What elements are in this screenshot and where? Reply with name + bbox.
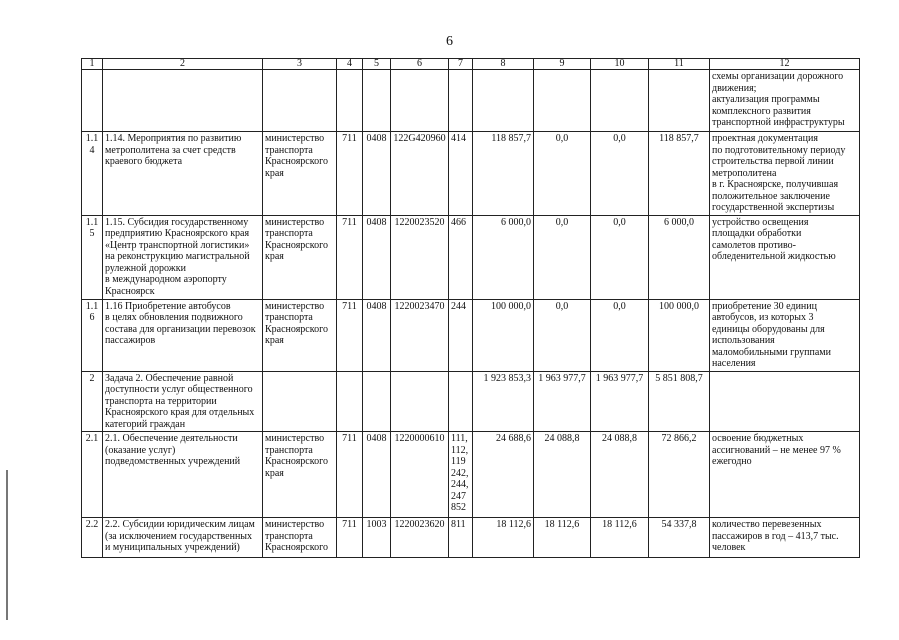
header-cell: 7 — [449, 59, 473, 70]
activity-name-cell-line: Красноярск — [105, 285, 155, 297]
header-cell: 6 — [391, 59, 449, 70]
activity-name-cell-line: предприятию Красноярского края — [105, 228, 250, 239]
row-number-cell: 1.16 — [82, 299, 103, 371]
target-article-cell: 1220023620 — [391, 518, 449, 558]
section-code-cell — [363, 70, 391, 132]
target-article-cell — [391, 70, 449, 132]
amount-cell-11: 5 851 808,7 — [649, 371, 710, 432]
activity-name-cell-line: 2.1. Обеспечение деятельности — [105, 433, 238, 444]
expected-result-cell-line: ассигнований – не менее 97 % — [712, 444, 841, 456]
expense-type-cell-line: 242, — [451, 467, 469, 479]
expected-result-cell-line: строительства первой линии — [712, 156, 834, 167]
expected-result-cell-line: проектная документация — [712, 133, 818, 144]
header-cell: 10 — [591, 59, 649, 70]
expected-result-cell — [710, 215, 860, 299]
row-number-cell — [82, 70, 103, 132]
activity-name-cell — [103, 70, 263, 132]
amount-cell-11: 54 337,8 — [649, 518, 710, 558]
expense-type-cell-line: 811 — [451, 519, 466, 530]
amount-cell-10: 0,0 — [591, 215, 649, 299]
executor-cell-line: транспорта — [265, 228, 313, 239]
amount-cell-10: 18 112,6 — [591, 518, 649, 558]
expected-result-cell-line: количество перевезенных — [712, 519, 822, 530]
expected-result-cell-line: человек — [712, 542, 746, 553]
amount-cell-8: 24 688,6 — [473, 432, 534, 518]
activity-name-cell-line: Красноярского края для отдельных — [105, 407, 255, 418]
expected-result-cell-line: единицы оборудованы для — [712, 323, 825, 335]
expected-result-cell-line: самолетов противо- — [712, 239, 797, 251]
table-row — [82, 518, 860, 558]
expense-type-cell — [449, 371, 473, 432]
executor-cell-line: Красноярского — [265, 456, 328, 467]
expected-result-cell-line: населения — [712, 358, 756, 369]
expected-result-cell-line: схемы организации дорожного — [712, 71, 844, 82]
amount-cell-9: 24 088,8 — [534, 432, 591, 518]
amount-cell-10: 0,0 — [591, 299, 649, 371]
expected-result-cell-line: площадки обработки — [712, 228, 802, 239]
amount-cell-9: 1 963 977,7 — [534, 371, 591, 432]
activity-name-cell-line: и муниципальных учреждений) — [105, 542, 240, 553]
row-number-cell: 2.1 — [82, 432, 103, 518]
executor-cell-line: транспорта — [265, 530, 313, 542]
page-number: 6 — [446, 34, 453, 49]
header-cell: 12 — [710, 59, 860, 70]
table-row — [82, 215, 860, 299]
activity-name-cell-line: пассажиров — [105, 335, 156, 346]
expected-result-cell-line: государственной экспертизы — [712, 202, 835, 213]
expected-result-cell — [710, 432, 860, 518]
amount-cell-10: 1 963 977,7 — [591, 371, 649, 432]
grbs-code-cell — [337, 371, 363, 432]
expense-type-cell-line: 247 — [451, 490, 466, 502]
program-activities-table — [81, 58, 860, 558]
executor-cell-line: министерство — [265, 433, 325, 444]
expense-type-cell — [449, 518, 473, 558]
expense-type-cell-line: 414 — [451, 133, 466, 144]
executor-cell — [263, 70, 337, 132]
amount-cell-11: 100 000,0 — [649, 299, 710, 371]
expected-result-cell-line: по подготовительному периоду — [712, 144, 846, 156]
section-code-cell: 0408 — [363, 299, 391, 371]
executor-cell — [263, 432, 337, 518]
expected-result-cell-line: транспортной инфраструктуры — [712, 117, 845, 128]
target-article-cell: 1220023520 — [391, 215, 449, 299]
amount-cell-9: 18 112,6 — [534, 518, 591, 558]
header-cell: 1 — [82, 59, 103, 70]
executor-cell-line: министерство — [265, 216, 325, 228]
expected-result-cell-line: ежегодно — [712, 456, 752, 467]
expected-result-cell-line: освоение бюджетных — [712, 433, 804, 444]
activity-name-cell-line: состава для организации перевозок — [105, 323, 256, 335]
target-article-cell — [391, 371, 449, 432]
expected-result-cell-line: использования — [712, 335, 775, 346]
activity-name-cell-line: 2.2. Субсидии юридическим лицам — [105, 519, 255, 530]
header-cell: 5 — [363, 59, 391, 70]
executor-cell-line: транспорта — [265, 144, 313, 156]
expense-type-cell-line: 852 — [451, 502, 466, 513]
activity-name-cell-line: транспорта на территории — [105, 395, 217, 407]
target-article-cell: 122G420960 — [391, 132, 449, 216]
executor-cell-line: транспорта — [265, 312, 313, 323]
table-row — [82, 132, 860, 216]
expected-result-cell-line: приобретение 30 единиц — [712, 300, 817, 312]
expense-type-cell — [449, 215, 473, 299]
activity-name-cell-line: краевого бюджета — [105, 156, 183, 167]
executor-cell-line: Красноярского — [265, 156, 328, 167]
table-row — [82, 371, 860, 432]
executor-cell-line: транспорта — [265, 444, 313, 456]
expected-result-cell-line: пассажиров в год – 413,7 тыс. — [712, 530, 839, 542]
activity-name-cell-line: категорий граждан — [105, 418, 186, 430]
expense-type-cell — [449, 432, 473, 518]
table-row — [82, 299, 860, 371]
expected-result-cell-line: комплексного развития — [712, 105, 811, 117]
expense-type-cell-line: 111, — [451, 433, 468, 444]
expense-type-cell — [449, 70, 473, 132]
header-cell: 9 — [534, 59, 591, 70]
expected-result-cell-line: маломобильными группами — [712, 346, 831, 358]
expected-result-cell-line: положительное заключение — [712, 190, 830, 202]
executor-cell — [263, 132, 337, 216]
target-article-cell: 1220000610 — [391, 432, 449, 518]
activity-name-cell-line: рулежной дорожки — [105, 262, 186, 274]
amount-cell-11: 72 866,2 — [649, 432, 710, 518]
activity-name-cell-line: 1.16 Приобретение автобусов — [105, 300, 231, 312]
activity-name-cell — [103, 371, 263, 432]
activity-name-cell-line: в международном аэропорту — [105, 274, 227, 285]
amount-cell-9: 0,0 — [534, 215, 591, 299]
amount-cell-9: 0,0 — [534, 299, 591, 371]
expected-result-cell-line: автобусов, из которых 3 — [712, 312, 814, 323]
expense-type-cell-line: 244, — [451, 479, 469, 490]
activity-name-cell-line: (за исключением государственных — [105, 530, 253, 542]
executor-cell — [263, 299, 337, 371]
expected-result-cell-line: актуализация программы — [712, 94, 820, 105]
expected-result-cell-line: обледенительной жидкостью — [712, 251, 836, 262]
expense-type-cell — [449, 299, 473, 371]
table-row — [82, 70, 860, 132]
header-cell: 8 — [473, 59, 534, 70]
executor-cell-line: министерство — [265, 133, 325, 144]
activity-name-cell — [103, 132, 263, 216]
expected-result-cell — [710, 70, 860, 132]
grbs-code-cell — [337, 70, 363, 132]
activity-name-cell-line: (оказание услуг) — [105, 444, 176, 456]
row-number-cell: 2.2 — [82, 518, 103, 558]
section-code-cell: 0408 — [363, 432, 391, 518]
expected-result-cell — [710, 132, 860, 216]
activity-name-cell-line: на реконструкцию магистральной — [105, 251, 250, 262]
grbs-code-cell: 711 — [337, 518, 363, 558]
activity-name-cell — [103, 215, 263, 299]
executor-cell-line: края — [265, 167, 284, 179]
grbs-code-cell: 711 — [337, 215, 363, 299]
row-number-cell: 1.15 — [82, 215, 103, 299]
activity-name-cell-line: подведомственных учреждений — [105, 456, 241, 467]
row-number-cell: 1.14 — [82, 132, 103, 216]
amount-cell-11 — [649, 70, 710, 132]
expected-result-cell-line: метрополитена — [712, 167, 777, 179]
amount-cell-8 — [473, 70, 534, 132]
table-row — [82, 432, 860, 518]
amount-cell-10 — [591, 70, 649, 132]
amount-cell-8: 6 000,0 — [473, 215, 534, 299]
grbs-code-cell: 711 — [337, 432, 363, 518]
section-code-cell: 0408 — [363, 215, 391, 299]
section-code-cell: 0408 — [363, 132, 391, 216]
margin-line — [6, 470, 8, 620]
activity-name-cell-line: в целях обновления подвижного — [105, 312, 243, 323]
amount-cell-10: 24 088,8 — [591, 432, 649, 518]
expected-result-cell — [710, 371, 860, 432]
activity-name-cell-line: Задача 2. Обеспечение равной — [105, 372, 234, 384]
expense-type-cell-line: 244 — [451, 300, 466, 312]
row-number-cell: 2 — [82, 371, 103, 432]
amount-cell-11: 118 857,7 — [649, 132, 710, 216]
amount-cell-8: 118 857,7 — [473, 132, 534, 216]
activity-name-cell-line: 1.15. Субсидия государственному — [105, 216, 249, 228]
amount-cell-9: 0,0 — [534, 132, 591, 216]
target-article-cell: 1220023470 — [391, 299, 449, 371]
executor-cell-line: Красноярского — [265, 239, 328, 251]
executor-cell-line: края — [265, 467, 284, 479]
expense-type-cell — [449, 132, 473, 216]
header-cell: 2 — [103, 59, 263, 70]
expected-result-cell-line: устройство освещения — [712, 216, 809, 228]
amount-cell-8: 100 000,0 — [473, 299, 534, 371]
expected-result-cell — [710, 299, 860, 371]
expected-result-cell-line: движения; — [712, 82, 757, 94]
executor-cell-line: Красноярского — [265, 323, 328, 335]
header-row — [82, 59, 860, 70]
amount-cell-9 — [534, 70, 591, 132]
expected-result-cell-line: в г. Красноярске, получившая — [712, 179, 839, 190]
executor-cell-line: края — [265, 335, 284, 346]
expense-type-cell-line: 119 — [451, 456, 466, 467]
expense-type-cell-line: 112, — [451, 444, 469, 456]
activity-name-cell — [103, 299, 263, 371]
activity-name-cell — [103, 518, 263, 558]
grbs-code-cell: 711 — [337, 299, 363, 371]
activity-name-cell-line: метрополитена за счет средств — [105, 144, 236, 156]
executor-cell — [263, 215, 337, 299]
activity-name-cell-line: доступности услуг общественного — [105, 384, 253, 395]
activity-name-cell-line: 1.14. Мероприятия по развитию — [105, 133, 242, 144]
amount-cell-11: 6 000,0 — [649, 215, 710, 299]
executor-cell-line: министерство — [265, 519, 325, 530]
expected-result-cell — [710, 518, 860, 558]
grbs-code-cell: 711 — [337, 132, 363, 216]
header-cell: 3 — [263, 59, 337, 70]
amount-cell-8: 1 923 853,3 — [473, 371, 534, 432]
executor-cell — [263, 371, 337, 432]
executor-cell-line: края — [265, 251, 284, 262]
executor-cell-line: Красноярского — [265, 542, 328, 553]
header-cell: 4 — [337, 59, 363, 70]
activity-name-cell-line: «Центр транспортной логистики» — [105, 239, 250, 251]
header-cell: 11 — [649, 59, 710, 70]
executor-cell — [263, 518, 337, 558]
expense-type-cell-line: 466 — [451, 216, 466, 228]
amount-cell-8: 18 112,6 — [473, 518, 534, 558]
activity-name-cell — [103, 432, 263, 518]
executor-cell-line: министерство — [265, 300, 325, 312]
section-code-cell: 1003 — [363, 518, 391, 558]
section-code-cell — [363, 371, 391, 432]
amount-cell-10: 0,0 — [591, 132, 649, 216]
